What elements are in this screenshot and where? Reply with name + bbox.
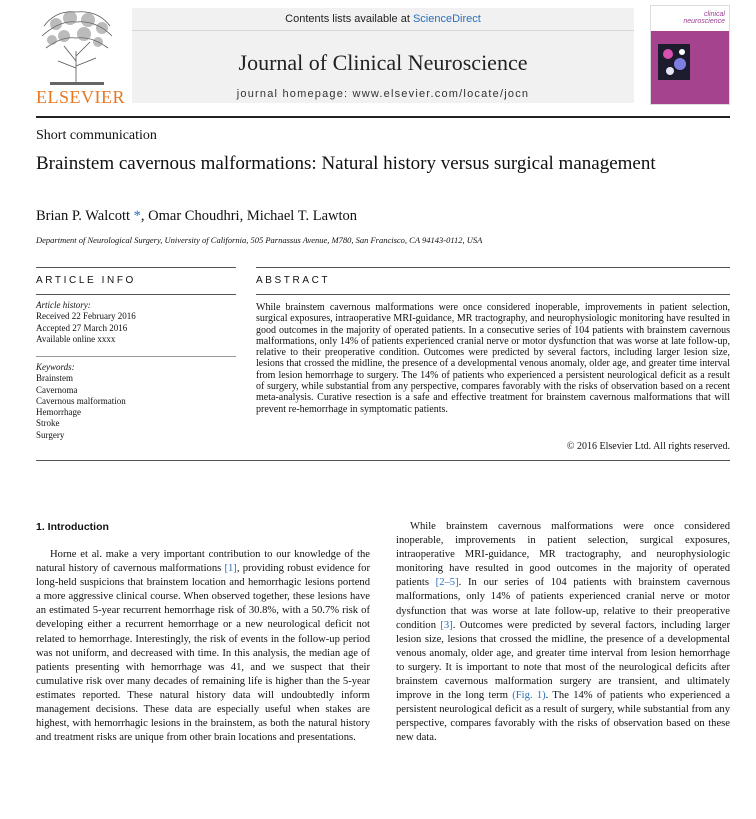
corresponding-author-mark[interactable]: * (130, 208, 141, 224)
keyword: Brainstem (36, 373, 73, 384)
article-title: Brainstem cavernous malformations: Natural history versus surgical management (36, 153, 656, 174)
sciencedirect-link[interactable]: ScienceDirect (412, 13, 481, 25)
publisher-wordmark: ELSEVIER (36, 87, 125, 107)
abstract-rule-top (256, 267, 730, 268)
abstract-rule-end (36, 460, 730, 461)
header-divider (132, 30, 634, 31)
cover-brand-bottom: neuroscience (683, 18, 725, 25)
article-type: Short communication (36, 128, 157, 143)
journal-homepage[interactable]: journal homepage: www.elsevier.com/locate/jocn (236, 88, 530, 100)
citation-link[interactable]: [3] (440, 619, 453, 631)
citation-link[interactable]: [2–5] (435, 577, 459, 589)
keyword: Surgery (36, 429, 65, 440)
masthead-rule (36, 116, 730, 118)
contents-line (132, 13, 634, 25)
journal-header (132, 8, 634, 103)
paragraph-text: . Outcomes were predicted by several factors, including larger lesion size, lesions that crossed the midline, the presence of a developmental venous anomaly, older age, and greater time interval from lesion hemorrhage to surgery. It is important to note that most of the neurological deficits after brainstem cavernous malformation surgery are transient, and ultimately improve in the long term (396, 619, 730, 702)
info-separator (36, 356, 236, 357)
info-rule-top (36, 267, 236, 268)
abstract-rule-bottom (256, 294, 730, 295)
keywords-label: Keywords: (36, 362, 75, 372)
paragraph-text: Horne et al. make a very important contribution to our knowledge of the natural history of cavernous malformations (36, 549, 370, 575)
author-first[interactable]: Brian P. Walcott (36, 208, 131, 224)
body-column-right (396, 520, 730, 746)
copyright: © 2016 Elsevier Ltd. All rights reserved. (566, 441, 730, 452)
author-list (36, 208, 357, 225)
history-label: Article history: (36, 300, 91, 310)
body-column-left (36, 548, 370, 745)
paragraph (36, 548, 370, 745)
author-rest: , Omar Choudhri, Michael T. Lawton (140, 208, 358, 224)
journal-cover[interactable] (650, 5, 730, 105)
abstract-text: While brainstem cavernous malformations were once considered inoperable, improvements in patient selection, surgical exposures, intraoperative MRI-guidance, MR tractography, and neurophysiologic monitoring have resulted in good outcomes in the majority of operated patients. In a consecutive series of 104 patients with brainstem cavernous malformations, only 14% of patients experienced cranial nerve or motor dysfunction that was worse at late follow-up, relative to their preoperative condition. Outcomes were predicted by several factors, including larger lesion size, lesions that crossed the midline, the presence of a developmental venous anomaly, older age, and greater time interval from lesion hemorrhage to surgery. The 14% of patients who experienced a persistent neurological deficit as a result of surgery, while substantial from any perspective, compares favorably with the risks of observation based on a recent meta-analysis. Curative resection is a safe and effective treatment for brainstem cavernous malformations that will prevent re-hemorrhage in symptomatic patients. (256, 302, 730, 415)
affiliation: Department of Neurological Surgery, University of California, 505 Parnassus Avenue, M780, San Francisco, CA 94143-0112, USA (36, 235, 483, 245)
info-rule-bottom (36, 294, 236, 295)
paragraph (396, 520, 730, 746)
paragraph-text: . The 14% of patients who experienced a persistent neurological deficit as a result of surgery, while substantial from any perspective, compares favorably with the risks of observation based on these new data. (396, 690, 730, 744)
section-heading-introduction: 1. Introduction (36, 521, 109, 533)
contents-prefix: Contents lists available at (285, 13, 413, 25)
cover-image (658, 44, 690, 80)
paragraph-text: , providing robust evidence for long-held suspicions that brainstem location and hemorrhagic lesions portend a more aggressive clinical course. When observed together, these lesions have an estimated 5-year recurrent hemorrhage risk of 30.8%, with a 50.7% risk of developing either a recurrent hemorrhage or a new neurological deficit not related to hemorrhage. Interestingly, the risk of events in the follow-up period was not uniform, and decreased with time. In this analysis, the median age of patients presenting with hemorrhage was 41, and we suspect that their cumulative risk over many decades of remaining life is higher than the 5-year estimates reported. These natural history data will undoubtedly inform management decisions. These data are especially useful when stakes are highest, with hemorrhagic lesions in the brainstem, as both the natural history and treatment risks are unique from other brain locations and presentations. (36, 563, 371, 744)
accepted-date: Accepted 27 March 2016 (36, 322, 128, 333)
cover-brand (683, 11, 725, 25)
keywords (36, 362, 236, 441)
journal-title[interactable]: Journal of Clinical Neuroscience (238, 50, 528, 75)
paragraph-text: While brainstem cavernous malformations were once considered inoperable, improvements in patient selection, surgical exposures, intraoperative MRI-guidance, MR tractography, and neurophysiologic monitoring have resulted in good outcomes in the majority of operated patients (396, 521, 730, 589)
article-history (36, 300, 236, 345)
abstract-heading: ABSTRACT (256, 275, 331, 286)
cover-brand-top: clinical (703, 11, 725, 18)
keyword: Cavernoma (36, 384, 78, 395)
article-info-heading: ARTICLE INFO (36, 275, 136, 286)
received-date: Received 22 February 2016 (36, 311, 136, 322)
citation-link[interactable]: [1] (224, 563, 237, 575)
keyword: Stroke (36, 418, 60, 429)
keyword: Cavernous malformation (36, 395, 126, 406)
paragraph-text: . In our series of 104 patients with brainstem cavernous malformations, only 14% of patients experienced cranial nerve or motor dysfunction that was worse at late follow-up, relative to their preoperative condition (396, 577, 730, 631)
figure-link[interactable]: (Fig. 1) (512, 690, 546, 702)
keyword: Hemorrhage (36, 407, 81, 418)
online-date: Available online xxxx (36, 333, 116, 344)
